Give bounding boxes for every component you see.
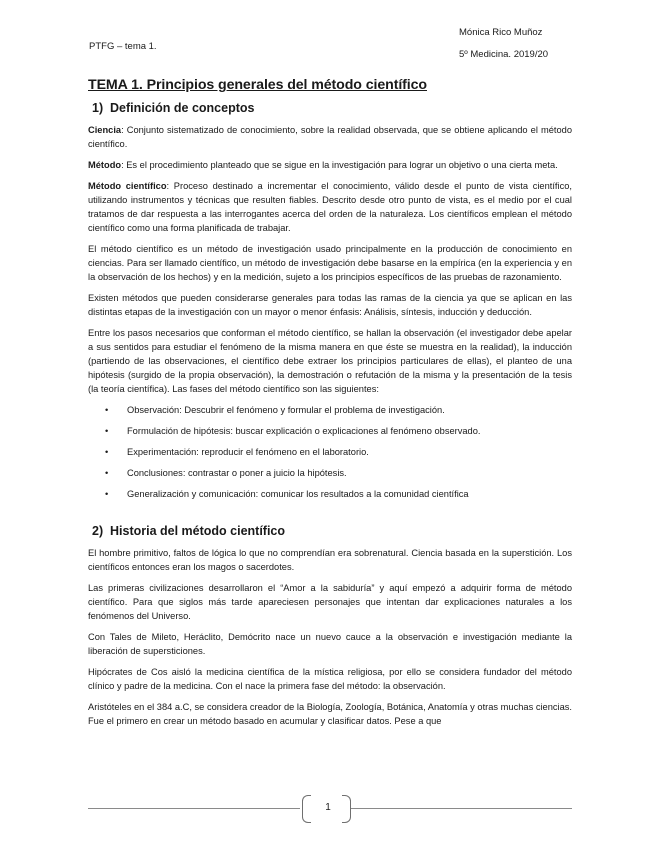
list-item-text: Formulación de hipótesis: buscar explicación o explicaciones al fenómeno observado. bbox=[127, 426, 481, 436]
paragraph-ciencia bbox=[88, 123, 572, 151]
header-course-code: PTFG – tema 1. bbox=[89, 41, 157, 52]
definition: : Proceso destinado a incrementar el conocimiento, válido desde el punto de vista científico, utilizando instrumentos y técnicas que resulten fiables. Descrito desde otro punto de vista, es el medio por el cual tratamos de dar respuesta a las interrogantes acerca del orden de la naturaleza. Los científicos emplean el método científico como una forma planificada de trabajar. bbox=[88, 181, 572, 233]
definition: : Es el procedimiento planteado que se sigue en la investigación para lograr un objetivo o una cierta meta. bbox=[121, 160, 558, 170]
footer-rule-right bbox=[351, 808, 572, 809]
paragraph: Con Tales de Mileto, Heráclito, Demócrito nace un nuevo cauce a la observación e investigación mediante la liberación de supersticiones. bbox=[88, 632, 572, 656]
paragraph: El hombre primitivo, faltos de lógica lo que no comprendían era sobrenatural. Ciencia basada en la superstición. Los científicos entonces eran los magos o sacerdotes. bbox=[88, 548, 572, 572]
list-item-text: Observación: Descubrir el fenómeno y formular el problema de investigación. bbox=[127, 405, 445, 415]
term: Método bbox=[88, 160, 122, 170]
bullet-icon: • bbox=[105, 405, 109, 415]
list-item bbox=[88, 466, 572, 480]
list-item-text: Experimentación: reproducir el fenómeno en el laboratorio. bbox=[127, 447, 369, 457]
header-author-block bbox=[459, 22, 548, 66]
section-heading-2 bbox=[92, 524, 572, 538]
right-brace-icon bbox=[342, 795, 351, 823]
section-heading-1 bbox=[92, 101, 572, 115]
list-item bbox=[88, 445, 572, 459]
phases-list bbox=[88, 403, 572, 501]
bullet-icon: • bbox=[105, 426, 109, 436]
list-item bbox=[88, 424, 572, 438]
header-course: 5º Medicina. 2019/20 bbox=[459, 49, 549, 60]
bullet-icon: • bbox=[105, 489, 109, 499]
list-item bbox=[88, 403, 572, 417]
left-brace-icon bbox=[302, 795, 311, 823]
paragraph: El método científico es un método de investigación usado principalmente en la producción de conocimiento en ciencias. Para ser llamado científico, un método de investigación debe basarse en la empírica (en la experiencia y en la observación de los hechos) y en la medición, sujeto a los principios específicos de las pruebas de razonamiento. bbox=[88, 244, 572, 282]
paragraph-metodo bbox=[88, 158, 572, 172]
list-item-text: Generalización y comunicación: comunicar los resultados a la comunidad científica bbox=[127, 489, 469, 499]
list-item-text: Conclusiones: contrastar o poner a juicio la hipótesis. bbox=[127, 468, 347, 478]
section-number: 1) bbox=[92, 101, 104, 115]
header-author: Mónica Rico Muñoz bbox=[459, 27, 543, 38]
footer-rule-left bbox=[88, 808, 300, 809]
page-number: 1 bbox=[325, 802, 331, 813]
page-title: TEMA 1. Principios generales del método científico bbox=[88, 77, 427, 93]
paragraph: Entre los pasos necesarios que conforman el método científico, se hallan la observación (el investigador debe apelar a sus sentidos para estudiar el fenómeno de la misma manera en que éste se muestra en la realidad), la inducción (partiendo de las observaciones, el científico debe extraer los principios particulares de ellas), el planteo de una hipótesis (surgido de la propia observación), la demostración o refutación de la misma y la presentación de la tesis (la teoría científica). Las fases del método científico son las siguientes: bbox=[88, 328, 572, 394]
document-body bbox=[88, 77, 572, 735]
section-title: Definición de conceptos bbox=[110, 101, 255, 115]
definition: : Conjunto sistematizado de conocimiento, sobre la realidad observada, que se obtiene aplicando el método científico. bbox=[88, 125, 572, 149]
bullet-icon: • bbox=[105, 468, 109, 478]
paragraph: Aristóteles en el 384 a.C, se considera creador de la Biología, Zoología, Botánica, Anatomía y otras muchas ciencias. Fue el primero en crear un método basado en acumular y clasificar datos. Pese a que bbox=[88, 702, 572, 726]
bullet-icon: • bbox=[105, 447, 109, 457]
paragraph-metodo-cientifico bbox=[88, 179, 572, 235]
term: Ciencia bbox=[88, 125, 122, 135]
section-number: 2) bbox=[92, 524, 104, 538]
paragraph: Hipócrates de Cos aisló la medicina científica de la mística religiosa, por ello se considera fundador del método clínico y padre de la medicina. Con el nace la primera fase del método: la observación. bbox=[88, 667, 572, 691]
paragraph: Las primeras civilizaciones desarrollaron el “Amor a la sabiduría” y aquí empezó a adquirir forma de método científico. Para que siglos más tarde apareciesen personajes que intentan dar explicaciones naturales a los fenómenos del Universo. bbox=[88, 583, 572, 621]
section-title: Historia del método científico bbox=[110, 524, 286, 538]
term: Método científico bbox=[88, 181, 167, 191]
list-item bbox=[88, 487, 572, 501]
paragraph: Existen métodos que pueden considerarse generales para todas las ramas de la ciencia ya que se aplican en las distintas etapas de la investigación con un mayor o menor énfasis: Análisis, síntesis, inducción y deducción. bbox=[88, 293, 572, 317]
